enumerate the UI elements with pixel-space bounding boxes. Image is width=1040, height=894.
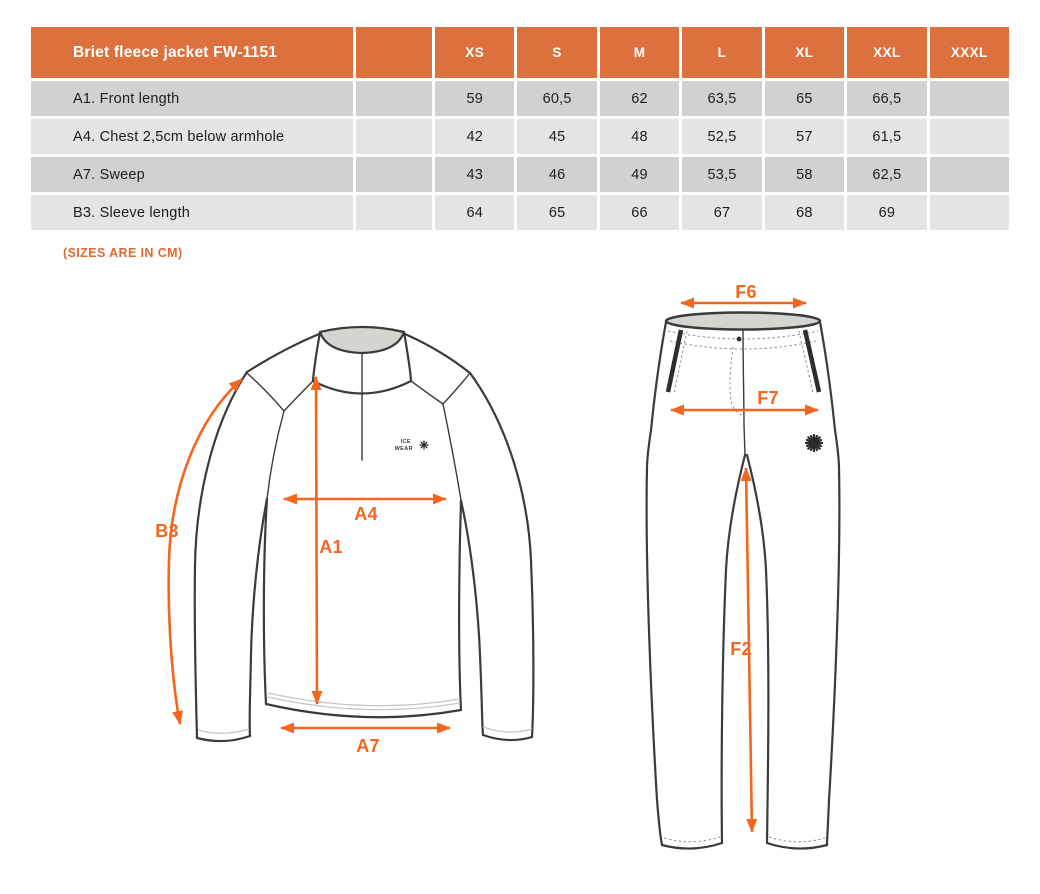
- left-outer-seam: [647, 322, 666, 845]
- row-label: A7. Sweep: [31, 157, 353, 192]
- a1-arrow: [316, 377, 317, 704]
- a1-label: A1: [319, 537, 343, 557]
- table-cell: [930, 119, 1009, 154]
- collar-outline: [404, 332, 411, 381]
- icewear-logo-text: WEAR: [394, 446, 413, 452]
- right-cuff-stitch: [483, 727, 532, 732]
- table-cell: [930, 157, 1009, 192]
- waist-button: [737, 337, 742, 342]
- table-cell: 43: [435, 157, 514, 192]
- jacket-diagram: [140, 285, 600, 765]
- right-raglan-seam: [443, 404, 461, 500]
- size-header-xxl: XXL: [847, 27, 926, 78]
- collar-top: [320, 327, 404, 353]
- table-cell: 57: [765, 119, 844, 154]
- spacer-cell: [356, 81, 432, 116]
- icewear-logo-text: ICE: [400, 439, 411, 445]
- table-cell: 65: [517, 195, 596, 230]
- table-title: Briet fleece jacket FW-1151: [31, 27, 353, 78]
- table-cell: 69: [847, 195, 926, 230]
- size-header-xs: XS: [435, 27, 514, 78]
- left-shoulder-line: [247, 334, 319, 372]
- table-cell: 68: [765, 195, 844, 230]
- body-left-edge: [264, 499, 267, 704]
- table-cell: 52,5: [682, 119, 761, 154]
- table-cell: 59: [435, 81, 514, 116]
- row-label: A4. Chest 2,5cm below armhole: [31, 119, 353, 154]
- spacer-cell: [356, 157, 432, 192]
- table-cell: [930, 195, 1009, 230]
- right-leg-hem-stitch: [769, 837, 825, 842]
- table-cell: 49: [600, 157, 679, 192]
- table-cell: 42: [435, 119, 514, 154]
- left-raglan-seam: [267, 411, 284, 499]
- row-label: B3. Sleeve length: [31, 195, 353, 230]
- f6-label: F6: [735, 282, 757, 302]
- table-cell: 53,5: [682, 157, 761, 192]
- table-cell: 62: [600, 81, 679, 116]
- snowflake-logo-icon: [806, 435, 822, 451]
- table-cell: 48: [600, 119, 679, 154]
- table-cell: [930, 81, 1009, 116]
- table-cell: 45: [517, 119, 596, 154]
- size-header-s: S: [517, 27, 596, 78]
- b3-label: B3: [155, 521, 179, 541]
- right-sleeve-inner: [461, 501, 483, 735]
- row-label: A1. Front length: [31, 81, 353, 116]
- f2-label: F2: [730, 639, 752, 659]
- table-cell: 60,5: [517, 81, 596, 116]
- left-panel-seam: [284, 381, 313, 411]
- f7-label: F7: [757, 388, 779, 408]
- left-cuff-stitch: [198, 729, 249, 733]
- table-cell: 66: [600, 195, 679, 230]
- right-cuff: [483, 735, 532, 740]
- body-right-edge: [459, 501, 461, 710]
- size-header-xxxl: XXXL: [930, 27, 1009, 78]
- table-cell: 66,5: [847, 81, 926, 116]
- table-cell: 64: [435, 195, 514, 230]
- right-shoulder-seam: [443, 373, 470, 404]
- spacer-cell: [356, 195, 432, 230]
- waist-opening: [666, 313, 820, 330]
- table-cell: 61,5: [847, 119, 926, 154]
- left-pocket-opening: [668, 330, 681, 392]
- table-cell: 58: [765, 157, 844, 192]
- hem-stitch: [268, 693, 460, 706]
- a4-label: A4: [354, 504, 378, 524]
- table-cell: 63,5: [682, 81, 761, 116]
- size-table: [31, 27, 1009, 230]
- size-header-xl: XL: [765, 27, 844, 78]
- table-cell: 62,5: [847, 157, 926, 192]
- icewear-logo-snowflake-icon: [420, 441, 428, 449]
- a7-label: A7: [356, 736, 380, 756]
- left-cuff: [197, 736, 250, 741]
- pants-diagram: [600, 280, 1040, 880]
- right-pocket-opening: [805, 330, 819, 392]
- right-outer-seam: [820, 322, 839, 845]
- right-panel-seam: [411, 381, 443, 404]
- table-cell: 67: [682, 195, 761, 230]
- b3-arrow: [169, 379, 242, 724]
- left-leg-hem-stitch: [664, 837, 720, 842]
- right-shoulder-line: [405, 334, 470, 373]
- left-leg-hem: [662, 843, 722, 849]
- right-sleeve-outer: [470, 373, 533, 737]
- table-cell: 46: [517, 157, 596, 192]
- spacer-cell: [356, 119, 432, 154]
- left-shoulder-seam: [247, 373, 284, 411]
- table-cell: 65: [765, 81, 844, 116]
- sizes-in-cm-note: (SIZES ARE IN CM): [63, 246, 183, 260]
- right-leg-hem: [767, 843, 827, 849]
- size-header-m: M: [600, 27, 679, 78]
- collar-outline: [313, 332, 320, 381]
- size-header-l: L: [682, 27, 761, 78]
- header-spacer-cell: [356, 27, 432, 78]
